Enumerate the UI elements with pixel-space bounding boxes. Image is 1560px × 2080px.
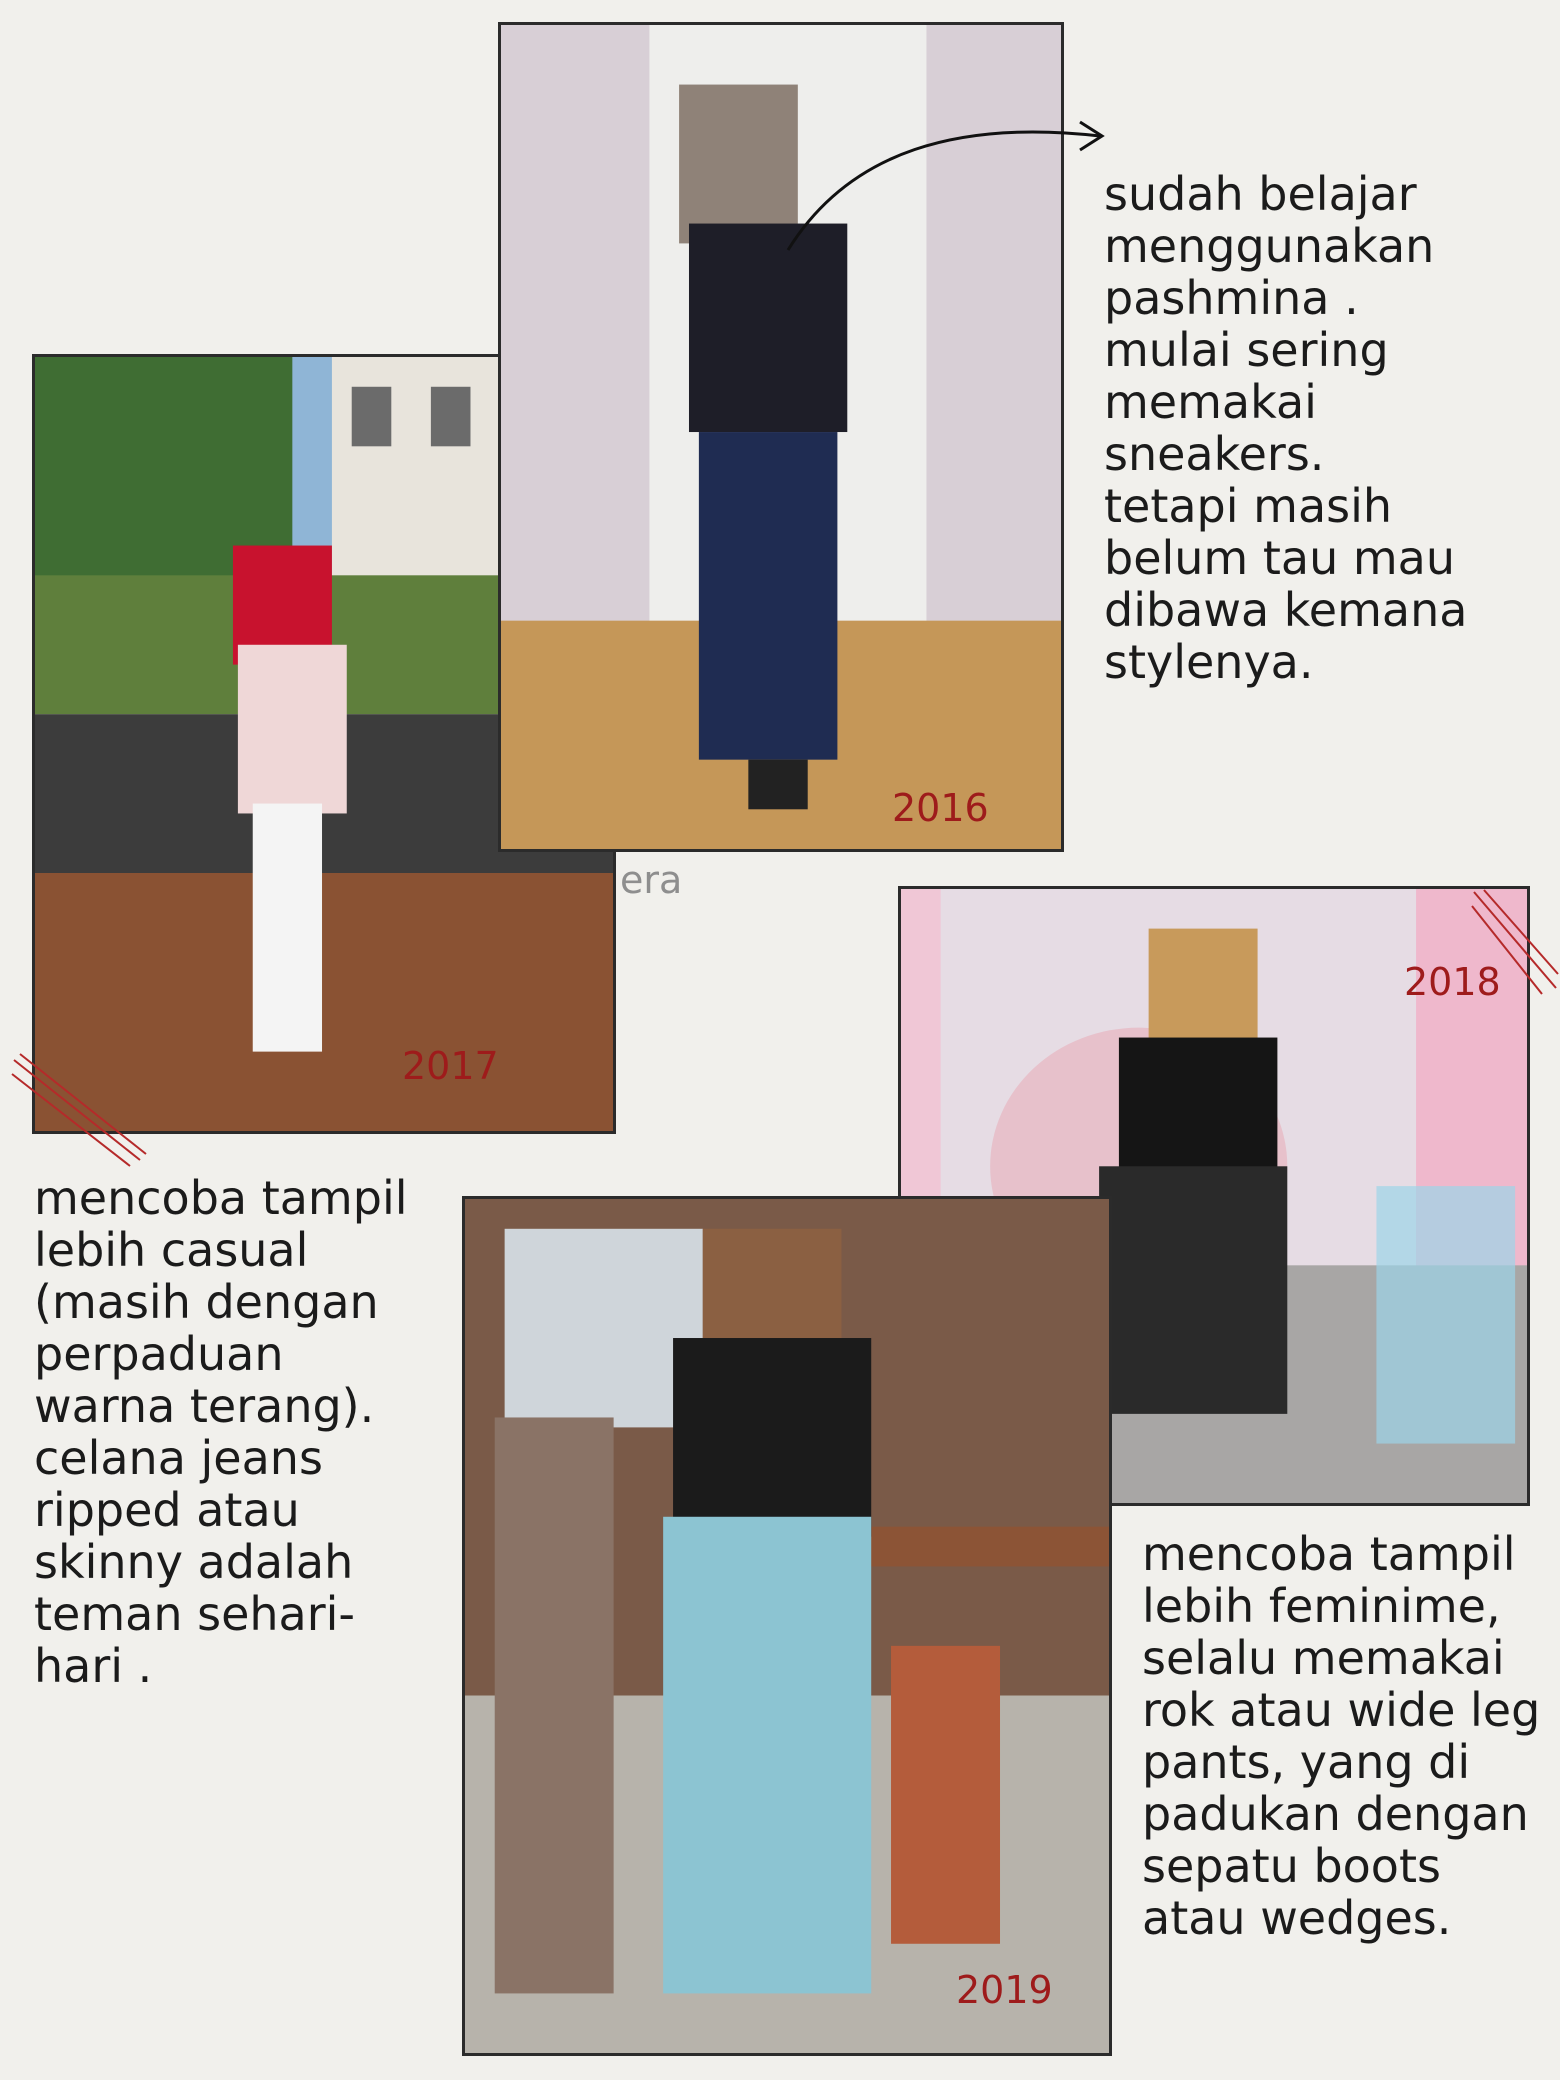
curved-arrow-icon [780, 110, 1120, 260]
caption-2016: sudah belajar menggunakan pashmina . mulai sering memakai sneakers. tetapi masih belum tau mau dibawa kemana stylenya. [1104, 167, 1468, 689]
photo-2019-image [465, 1199, 1109, 2053]
year-label-2018: 2018 [1404, 960, 1501, 1004]
caption-2018: mencoba tampil lebih feminime, selalu memakai rok atau wide leg pants, yang di padukan dengan sepatu boots atau wedges. [1142, 1527, 1541, 1945]
year-label-2019: 2019 [956, 1968, 1053, 2012]
stray-text: era [620, 858, 683, 902]
year-label-2017: 2017 [402, 1044, 499, 1088]
red-scribble-left-icon [10, 1050, 150, 1170]
red-scribble-right-icon [1470, 888, 1560, 998]
photo-2019 [462, 1196, 1112, 2056]
caption-2017: mencoba tampil lebih casual (masih dengan perpaduan warna terang). celana jeans ripped atau skinny adalah teman sehari- hari . [34, 1171, 408, 1693]
year-label-2016: 2016 [892, 786, 989, 830]
